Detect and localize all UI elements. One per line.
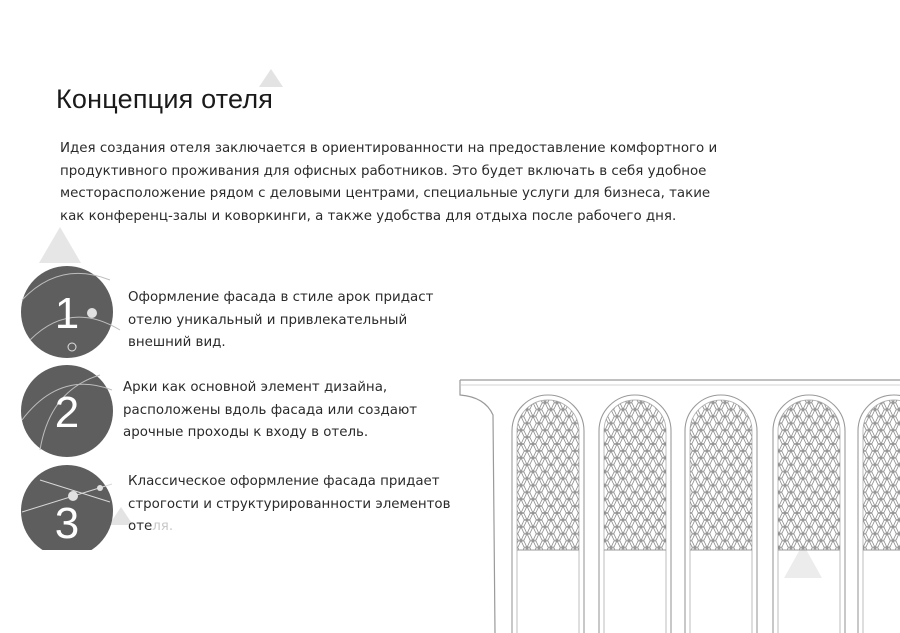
point-2-text: Арки как основной элемент дизайна, расположены вдоль фасада или создают арочные проходы к входу в отель. <box>123 380 418 441</box>
point-3-text-main: Классическое оформление фасада придает строгости и структурированности элементов оте <box>128 474 451 535</box>
point-3-text-faded: ля. <box>152 519 174 535</box>
circle-2 <box>21 365 113 457</box>
circle-2-number: 2 <box>54 388 80 437</box>
page-title: Концепция отеля <box>56 84 274 114</box>
arches-group <box>512 395 900 633</box>
facade-illustration <box>455 375 900 633</box>
arch-1 <box>512 395 584 633</box>
arch-4 <box>773 395 845 633</box>
circle-1-number: 1 <box>54 289 80 338</box>
circle-3 <box>21 465 113 550</box>
point-1-text: Оформление фасада в стиле арок придаст отелю уникальный и привлекательный внешний вид. <box>128 290 434 351</box>
circle-1 <box>21 266 120 358</box>
circle-3-number: 3 <box>54 499 80 548</box>
arch-3 <box>685 395 757 633</box>
arch-5 <box>858 395 900 633</box>
numbered-circles <box>0 240 140 550</box>
arch-2 <box>599 395 671 633</box>
point-3-text <box>128 471 473 539</box>
intro-paragraph: Идея создания отеля заключается в ориентированности на предоставление комфортного и продуктивного проживания для офисных работников. Это будет включать в себя удобное месторасположение рядом с деловыми центрами, специальные услуги для бизнеса, такие как конференц-залы и коворкинги, а также удобства для отдыха после рабочего дня. <box>60 141 718 224</box>
